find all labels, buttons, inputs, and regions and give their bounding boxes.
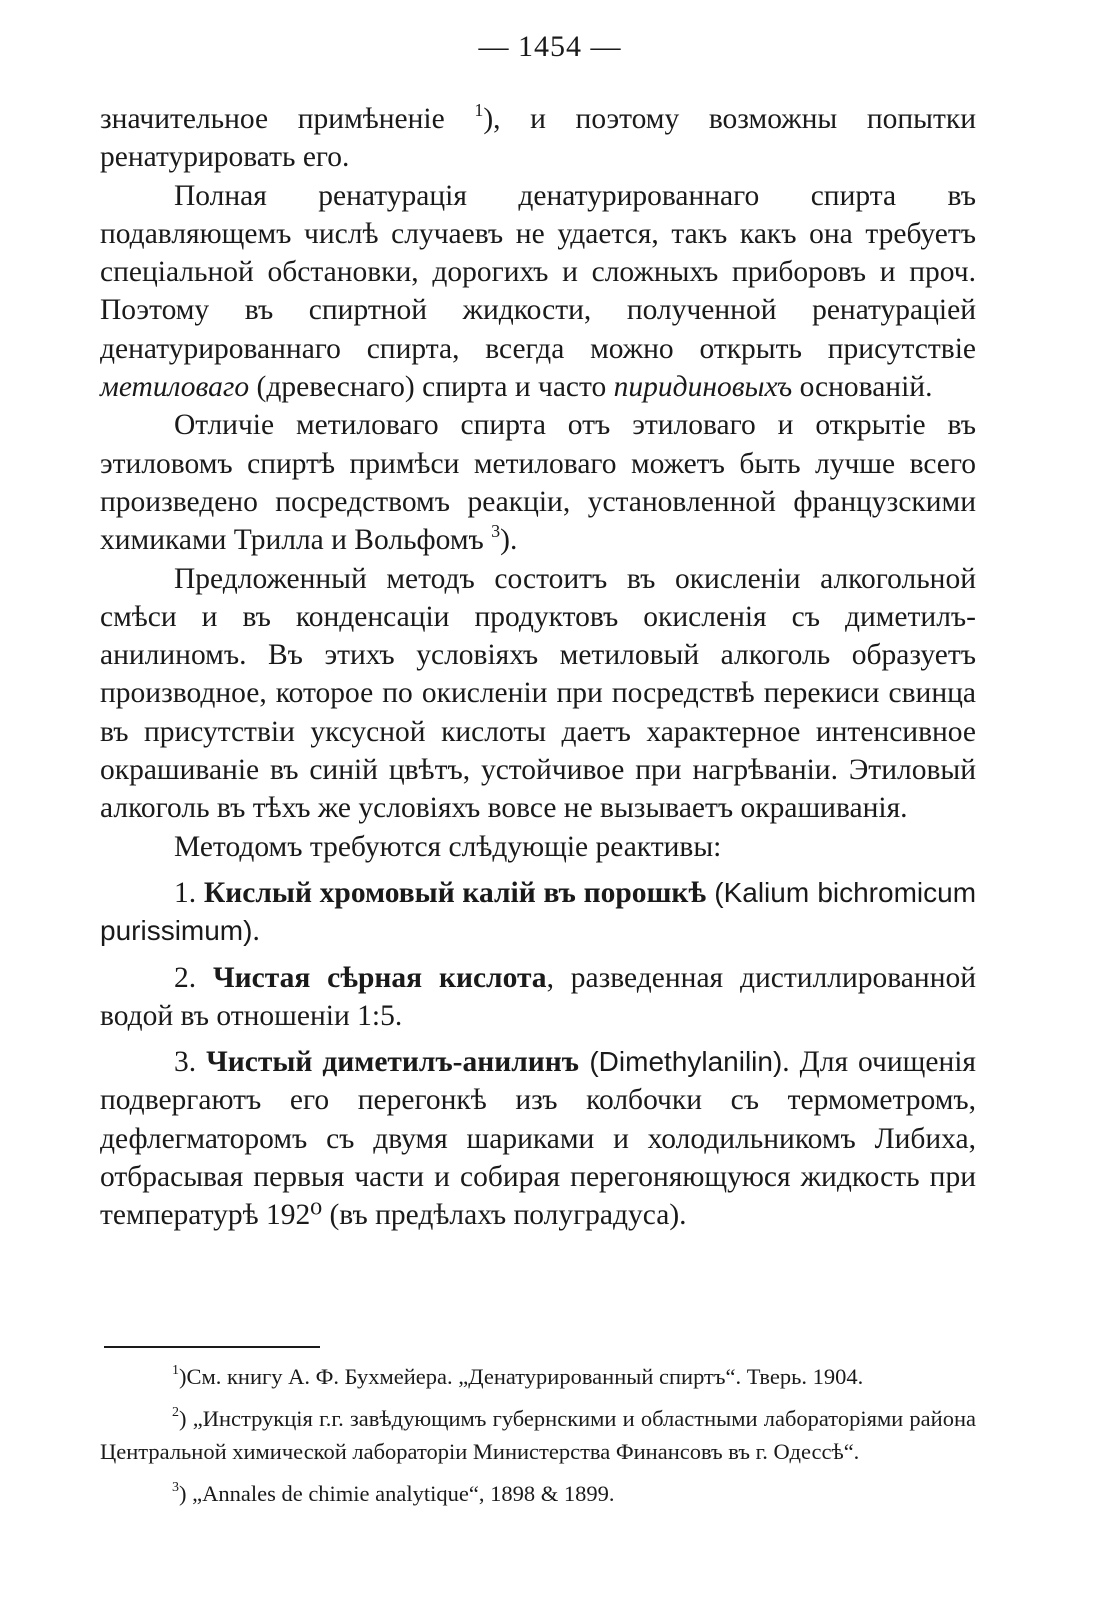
page-number: — 1454 — (478, 30, 622, 63)
footnote-mark: 1 (172, 1363, 179, 1378)
paragraph-text: ). (500, 524, 518, 557)
paragraph-text: значительное примѣненіе (100, 103, 475, 135)
paragraph-2 (100, 177, 976, 407)
footnote-ref-3: 3 (491, 521, 501, 542)
paragraph-text: Отличіе метиловаго спирта отъ этиловаго и открытіе въ этиловомъ спиртѣ примѣси метиловаго можетъ быть лучше всего произведено посредствомъ реакціи, установленной французскими химиками Трилла и Вольфомъ (100, 409, 976, 557)
italic-term-pyridine: пиридиновыхъ (613, 371, 793, 404)
paragraph-text: основаній. (792, 371, 933, 404)
footnote-text: )См. книгу А. Ф. Бухмейера. „Денатурированный спиртъ“. Тверь. 1904. (179, 1364, 864, 1389)
reagent-name: Кислый хромовый калій въ порошкѣ (203, 876, 707, 909)
reagent-text: . (252, 915, 260, 948)
paragraph-text: (древеснаго) спирта и часто (249, 371, 614, 404)
reagent-name: Чистый диметилъ-анилинъ (206, 1046, 579, 1079)
reagent-name: Чистая сѣрная кислота (213, 961, 547, 994)
paragraph-5: Методомъ требуются слѣдующіе реактивы: (174, 830, 722, 863)
footnote-text: ) „Annales de chimie analytique“, 1898 & 1899. (179, 1481, 615, 1506)
body-text (100, 100, 976, 1235)
paragraph-3 (100, 406, 976, 559)
reagent-number: 3. (174, 1046, 207, 1079)
reagent-latin-name: (Dimethylanilin) (578, 1046, 783, 1078)
footnote-mark: 3 (172, 1480, 179, 1495)
reagent-number: 2. (174, 961, 213, 994)
footnote-ref-1: 1 (474, 100, 484, 120)
reagent-text: . Для очищенія подвергаютъ его перегонкѣ изъ колбочки съ термометромъ, дефлегматоромъ съ двумя шариками и холодильникомъ Либиха, отбрасывая первыя части и собирая перегоняющуюся жидкость при температурѣ 192⁰ (въ предѣлахъ полуградуса). (100, 1046, 976, 1232)
footnote-divider (104, 1346, 320, 1348)
paragraph-4: Предложенный методъ состоитъ въ окисленіи алкогольной смѣси и въ конденсаціи продуктовъ окисленія съ диметилъ-анилиномъ. Въ этихъ условіяхъ метиловый алкоголь образуетъ производное, которое по окисленіи при посредствѣ перекиси свинца въ присутствіи уксусной кислоты даетъ характерное интенсивное окрашиваніе въ синій цвѣтъ, устойчивое при нагрѣваніи. Этиловый алкоголь въ тѣхъ же условіяхъ вовсе не вызываетъ окрашиванія. (100, 562, 976, 825)
footnote-1 (100, 1360, 976, 1393)
footnote-text: ) „Инструкція г.г. завѣдующимъ губернскими и областными лабораторіями района Центральной химической лабораторіи Министерства Финансовъ въ г. Одессѣ“. (100, 1406, 976, 1464)
reagent-item-2 (100, 959, 976, 1036)
italic-term-methyl: метиловаго (100, 371, 250, 404)
reagent-number: 1. (174, 876, 204, 909)
footnote-3 (100, 1477, 976, 1510)
reagent-item-3 (100, 1043, 976, 1234)
footnotes (100, 1360, 976, 1519)
reagent-text: , разведенная дистиллированной водой въ отношеніи 1:5. (100, 961, 977, 1032)
reagent-item-1 (100, 874, 976, 951)
paragraph-1 (100, 100, 976, 177)
footnote-2 (100, 1402, 976, 1468)
footnote-mark: 2 (172, 1405, 179, 1420)
paragraph-text: Полная ренатурація денатурированнаго спирта въ подавляющемъ числѣ случаевъ не удается, такъ какъ она требуетъ спеціальной обстановки, дорогихъ и сложныхъ приборовъ и проч. Поэтому въ спиртной жидкости, полученной ренатураціей денатурированнаго спирта, всегда можно открыть присутствіе (100, 179, 976, 365)
reagent-latin-name: (Kalium bichromicum purissimum) (100, 876, 977, 947)
paragraph-text: ), и поэтому возможны попытки ренатурировать его. (100, 103, 976, 174)
